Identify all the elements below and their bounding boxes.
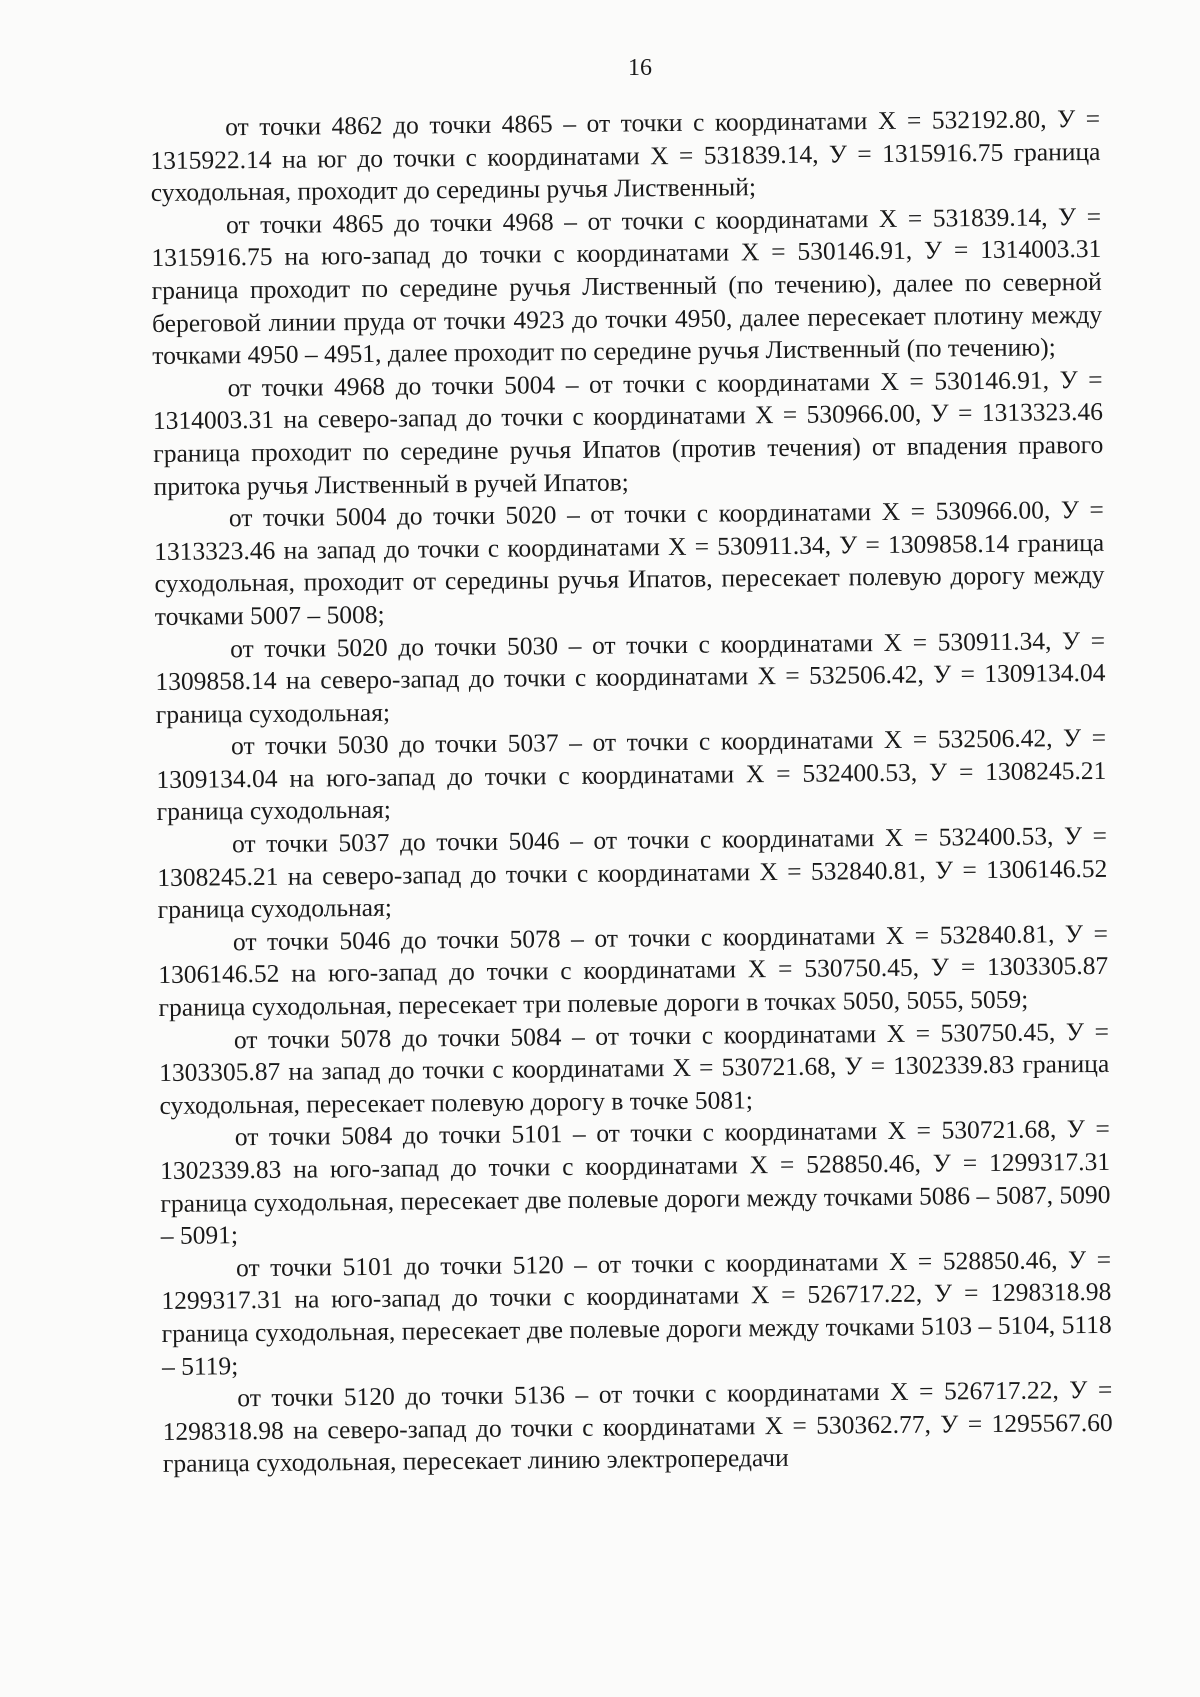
page-body bbox=[150, 103, 1113, 1481]
boundary-paragraph: от точки 5078 до точки 5084 – от точки с координатами Х = 530750.45, У = 1303305.87 на запад до точки с координатами Х = 530721.68, У = 1302339.83 граница суходольная, пересекает полевую дорогу в точке 5081; bbox=[159, 1016, 1110, 1120]
boundary-paragraph: от точки 5046 до точки 5078 – от точки с координатами Х = 532840.81, У = 1306146.52 на юго-запад до точки с координатами Х = 530750.45, У = 1303305.87 граница суходольная, пересекает три полевые дороги в точках 5050, 5055, 5059; bbox=[158, 918, 1109, 1022]
boundary-paragraph: от точки 5120 до точки 5136 – от точки с координатами Х = 526717.22, У = 1298318.98 на северо-запад до точки с координатами Х = 530362.77, У = 1295567.60 граница суходольная, пересекает линию электропередачи bbox=[162, 1374, 1113, 1479]
page-number: 16 bbox=[628, 55, 652, 81]
boundary-paragraph: от точки 5037 до точки 5046 – от точки с координатами Х = 532400.53, У = 1308245.21 на северо-запад до точки с координатами Х = 532840.81, У = 1306146.52 граница суходольная; bbox=[157, 820, 1108, 925]
boundary-paragraph: от точки 5084 до точки 5101 – от точки с координатами Х = 530721.68, У = 1302339.83 на юго-запад до точки с координатами Х = 528850.46, У = 1299317.31 граница суходольная, пересекает две полевые дороги между точками 5086 – 5087, 5090 – 5091; bbox=[160, 1114, 1111, 1251]
boundary-paragraph: от точки 5101 до точки 5120 – от точки с координатами Х = 528850.46, У = 1299317.31 на юго-запад до точки с координатами Х = 526717.22, У = 1298318.98 граница суходольная, пересекает две полевые дороги между точками 5103 – 5104, 5118 – 5119; bbox=[161, 1244, 1112, 1381]
boundary-paragraph: от точки 4862 до точки 4865 – от точки с координатами Х = 532192.80, У = 1315922.14 на юг до точки с координатами Х = 531839.14, У = 1315916.75 граница суходольная, проходит до середины ручья Лиственный; bbox=[150, 103, 1101, 208]
boundary-paragraph: от точки 5020 до точки 5030 – от точки с координатами Х = 530911.34, У = 1309858.14 на северо-запад до точки с координатами Х = 532506.42, У = 1309134.04 граница суходольная; bbox=[155, 625, 1106, 729]
boundary-paragraph: от точки 4865 до точки 4968 – от точки с координатами Х = 531839.14, У = 1315916.75 на юго-запад до точки с координатами Х = 530146.91, У = 1314003.31 граница проходит по середине ручья Лиственный (по течению), далее по северной береговой линии пруда от точки 4923 до точки 4950, далее пересекает плотину между точками 4950 – 4951, далее проходит по середине ручья Лиственный (по течению); bbox=[151, 201, 1103, 371]
boundary-paragraph: от точки 5004 до точки 5020 – от точки с координатами Х = 530966.00, У = 1313323.46 на запад до точки с координатами Х = 530911.34, У = 1309858.14 граница суходольная, проходит от середины ручья Ипатов, пересекает полевую дорогу между точками 5007 – 5008; bbox=[154, 494, 1105, 631]
boundary-paragraph: от точки 4968 до точки 5004 – от точки с координатами Х = 530146.91, У = 1314003.31 на северо-запад до точки с координатами Х = 530966.00, У = 1313323.46 граница проходит по середине ручья Ипатов (против течения) от впадения правого притока ручья Лиственный в ручей Ипатов; bbox=[152, 364, 1104, 501]
boundary-paragraph: от точки 5030 до точки 5037 – от точки с координатами Х = 532506.42, У = 1309134.04 на юго-запад до точки с координатами Х = 532400.53, У = 1308245.21 граница суходольная; bbox=[156, 723, 1107, 827]
